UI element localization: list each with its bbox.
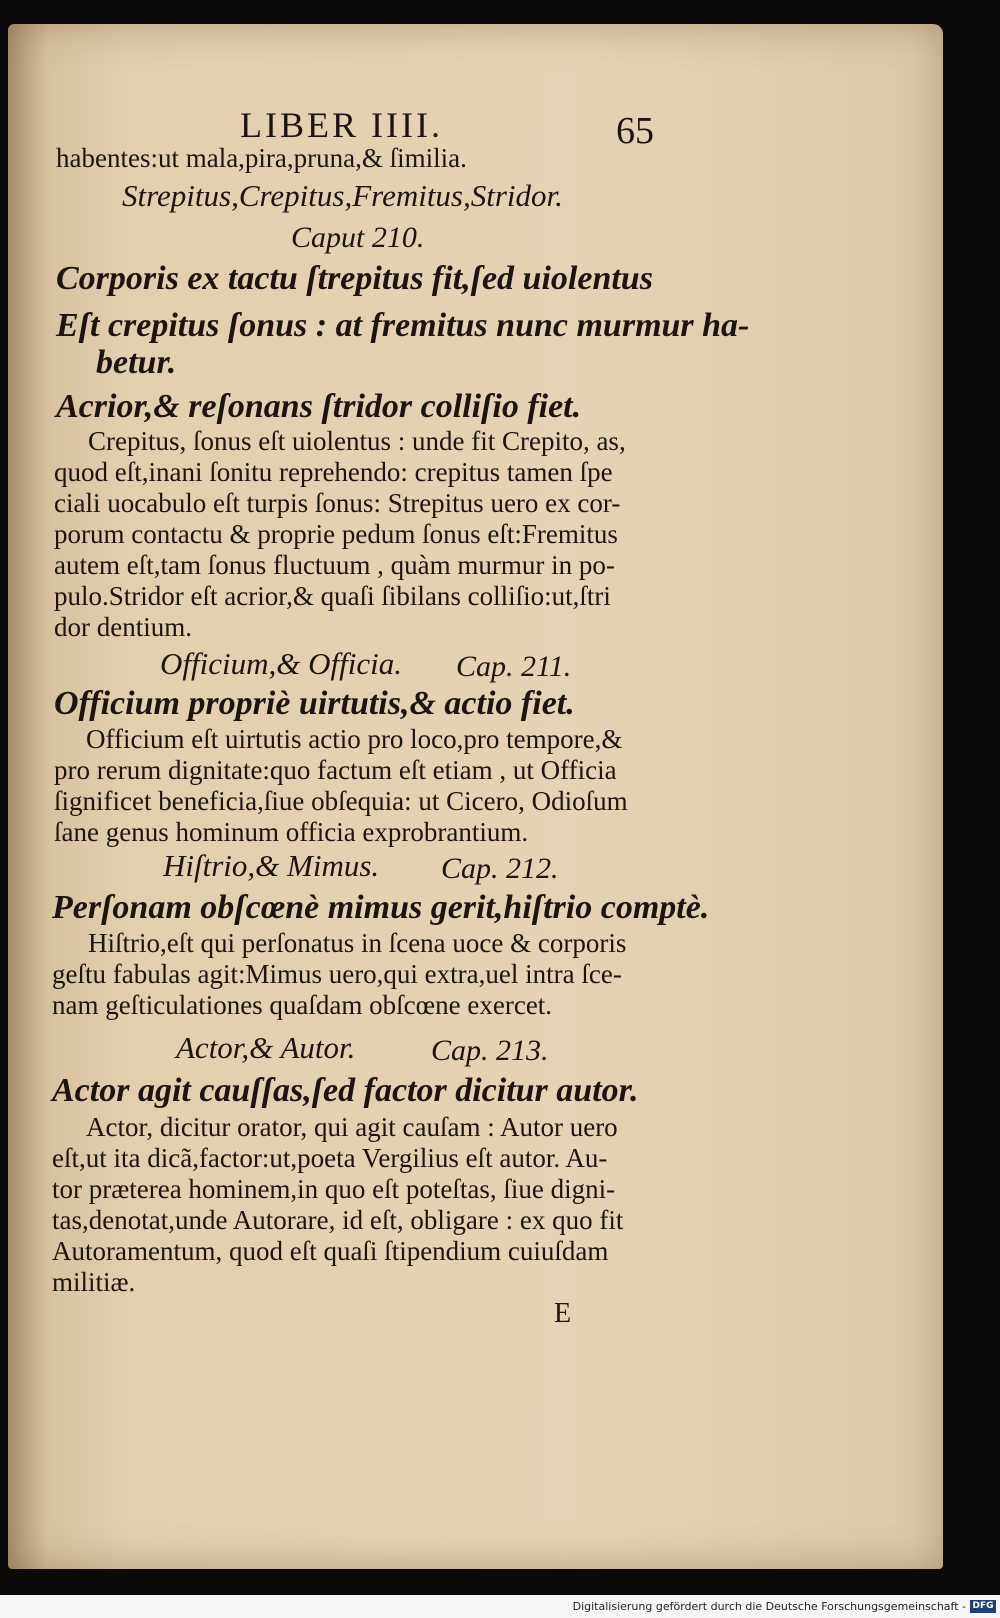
page-number: 65 [616, 110, 654, 152]
text-line: Officium eſt uirtutis actio pro loco,pro tempore,& [86, 724, 623, 754]
verse-line: Officium propriè uirtutis,& actio fiet. [54, 685, 575, 722]
chapter-number: Caput 210. [291, 221, 425, 254]
chapter-heading: Officium,& Officia. [160, 646, 402, 681]
text-line: habentes:ut mala,pira,pruna,& ſimilia. [56, 143, 467, 173]
text-line: porum contactu & proprie pedum ſonus eſt:Fremitus [54, 519, 618, 549]
text-line: nam geſticulationes quaſdam obſcœne exercet. [52, 990, 553, 1020]
verse-line: Corporis ex tactu ſtrepitus fit,ſed uiolentus [56, 260, 653, 297]
text-line: militiæ. [52, 1267, 136, 1297]
text-line: ſignificet beneficia,ſiue obſequia: ut Cicero, Odioſum [54, 786, 628, 816]
signature-mark: E [554, 1298, 572, 1329]
funding-credit: Digitalisierung gefördert durch die Deutsche Forschungsgemeinschaft - [572, 1600, 966, 1613]
text-line: pro rerum dignitate:quo factum eſt etiam , ut Officia [54, 755, 617, 785]
text-line: eſt,ut ita dicã,factor:ut,poeta Vergilius eſt autor. Au- [52, 1143, 608, 1173]
chapter-heading: Hiſtrio,& Mimus. [163, 848, 380, 883]
chapter-number: Cap. 211. [456, 650, 572, 683]
verse-line: betur. [96, 344, 177, 381]
book-page [8, 24, 943, 1569]
verse-line: Eſt crepitus ſonus : at fremitus nunc murmur ha- [56, 307, 750, 344]
verse-line: Actor agit cauſſas,ſed factor dicitur autor. [52, 1072, 639, 1109]
dfg-logo: DFG [970, 1600, 996, 1613]
text-line: tas,denotat,unde Autorare, id eſt, obligare : ex quo fit [52, 1205, 624, 1235]
text-line: geſtu fabulas agit:Mimus uero,qui extra,uel intra ſce- [52, 959, 622, 989]
footer-bar [0, 1595, 1000, 1618]
text-line: ciali uocabulo eſt turpis ſonus: Strepitus uero ex cor- [54, 488, 621, 518]
text-line: Hiſtrio,eſt qui perſonatus in ſcena uoce & corporis [88, 928, 627, 958]
text-line: Autoramentum, quod eſt quaſi ſtipendium cuiuſdam [52, 1236, 609, 1266]
text-line: dor dentium. [54, 612, 192, 642]
chapter-heading: Actor,& Autor. [176, 1030, 356, 1065]
text-line: autem eſt,tam ſonus fluctuum , quàm murmur in po- [54, 550, 615, 580]
running-head: LIBER IIII. [240, 105, 443, 145]
text-line: Crepitus, ſonus eſt uiolentus : unde fit Crepito, as, [88, 426, 626, 456]
text-line: tor præterea hominem,in quo eſt poteſtas, ſiue digni- [52, 1174, 616, 1204]
verse-line: Acrior,& reſonans ſtridor colliſio fiet. [56, 388, 582, 425]
text-line: pulo.Stridor eſt acrior,& quaſi ſibilans colliſio:ut,ſtri [54, 581, 611, 611]
verse-line: Perſonam obſcœnè mimus gerit,hiſtrio comptè. [52, 889, 710, 926]
text-line: quod eſt,inani ſonitu reprehendo: crepitus tamen ſpe [54, 457, 613, 487]
page-text-block [8, 24, 943, 1569]
text-line: Actor, dicitur orator, qui agit cauſam : Autor uero [86, 1112, 618, 1142]
text-line: ſane genus hominum officia exprobrantium. [54, 817, 529, 847]
chapter-number: Cap. 212. [441, 852, 559, 885]
chapter-heading: Strepitus,Crepitus,Fremitus,Stridor. [122, 178, 563, 213]
chapter-number: Cap. 213. [431, 1034, 549, 1067]
